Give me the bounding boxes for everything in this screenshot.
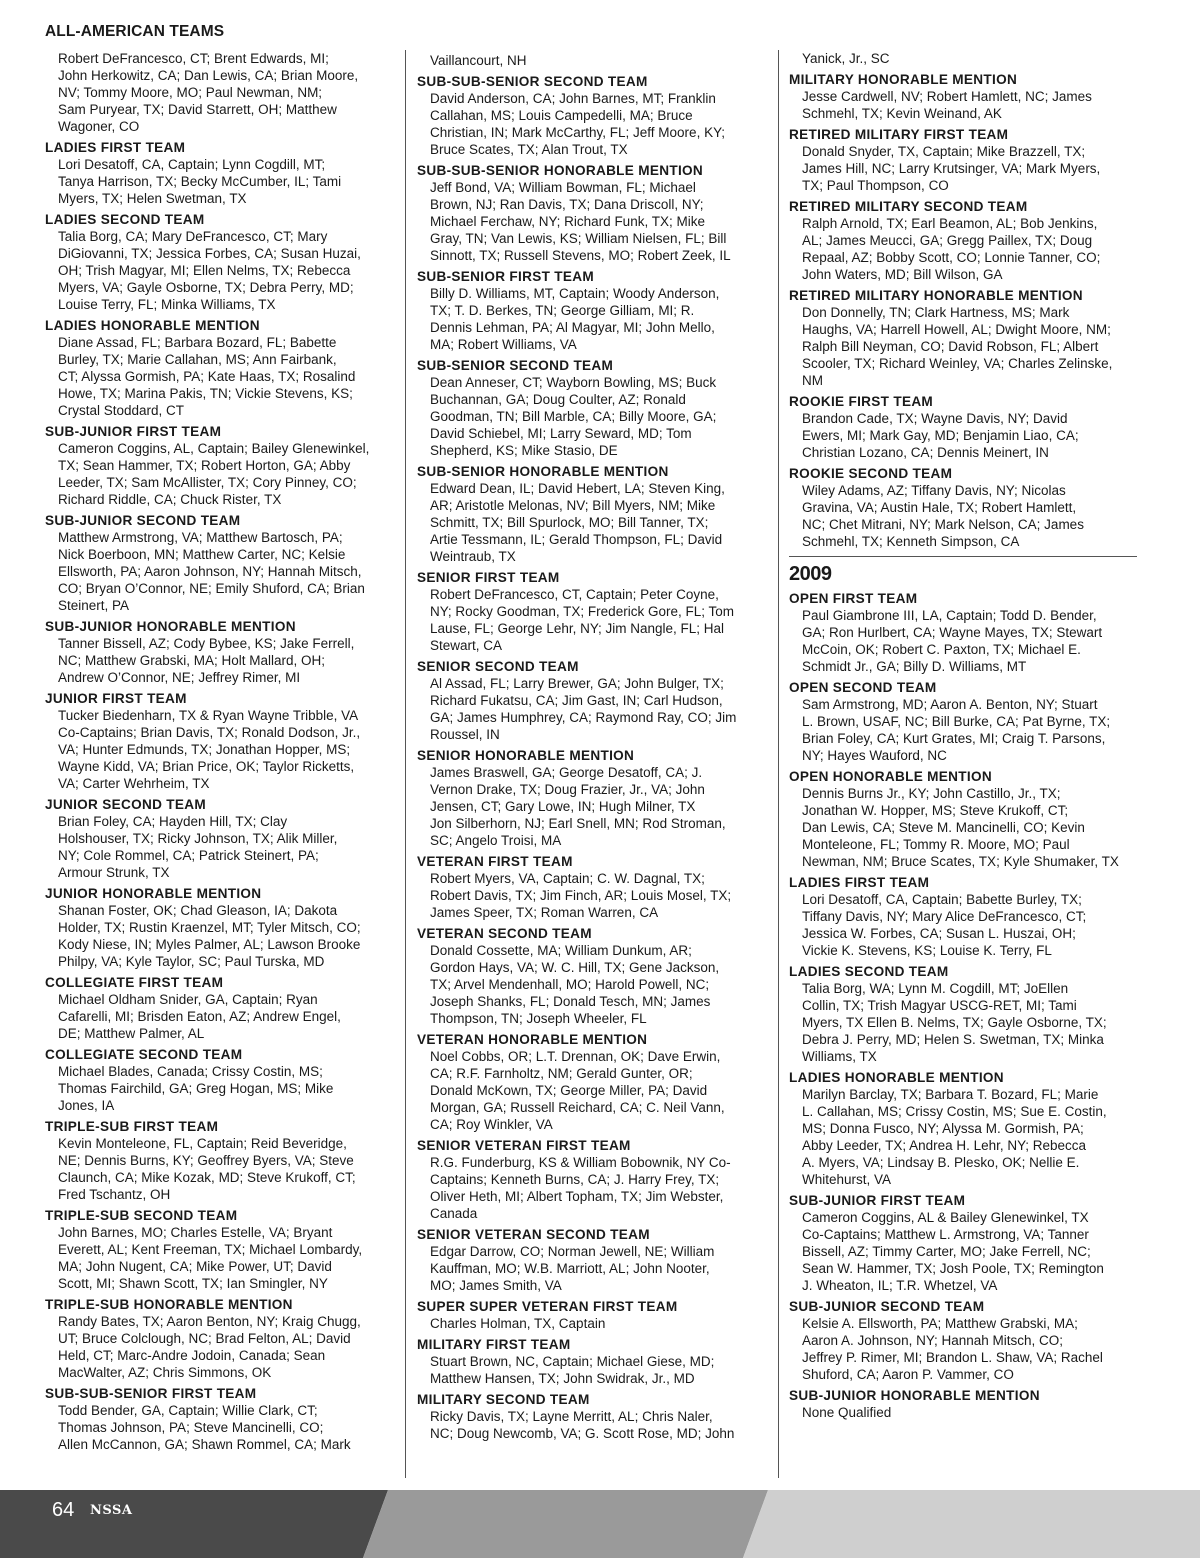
section-names: Tucker Biedenharn, TX & Ryan Wayne Tribble, VA Co-Captains; Brian Davis, TX; Ronald Dodson, Jr., VA; Hunter Edmunds, TX; Jonathan Hopper, MS; Wayne Kidd, VA; Brian Price, OK; Taylor Ricketts, VA; Carter Wehrheim, TX xyxy=(58,708,361,791)
section-heading: VETERAN FIRST TEAM xyxy=(417,854,573,869)
section-heading: RETIRED MILITARY FIRST TEAM xyxy=(789,127,1009,142)
section-names: Talia Borg, WA; Lynn M. Cogdill, MT; JoEllen Collin, TX; Trish Magyar USCG-RET, MI; Tami Myers, TX Ellen B. Nelms, TX; Gayle Osborne, TX; Debra J. Perry, MD; Helen S. Swetman, TX; Minka Williams, TX xyxy=(802,981,1107,1064)
column-3-top xyxy=(789,50,1139,550)
section-heading: SUB-SENIOR FIRST TEAM xyxy=(417,269,594,284)
section-heading: TRIPLE-SUB SECOND TEAM xyxy=(45,1208,238,1223)
section-names: Robert DeFrancesco, CT, Captain; Peter Coyne, NY; Rocky Goodman, TX; Frederick Gore, FL; Tom Lause, FL; George Lehr, NY; Jim Nangle, FL; Hal Stewart, CA xyxy=(430,587,734,653)
section-names: Edward Dean, IL; David Hebert, LA; Steven King, AR; Aristotle Melonas, NV; Bill Myers, NM; Mike Schmitt, TX; Bill Spurlock, MO; Bill Tanner, TX; Artie Tessmann, IL; Gerald Thompson, FL; David Weintraub, TX xyxy=(430,481,725,564)
section-names: Marilyn Barclay, TX; Barbara T. Bozard, FL; Marie L. Callahan, MS; Crissy Costin, MS; Sue E. Costin, MS; Donna Fusco, NY; Alyssa M. Gormish, PA; Abby Leeder, TX; Andrea H. Lehr, NY; Rebecca A. Myers, VA; Lindsay B. Plesko, OK; Nellie E. Whitehurst, VA xyxy=(802,1087,1107,1187)
section-heading: SUB-SUB-SENIOR FIRST TEAM xyxy=(45,1386,257,1401)
section-heading: LADIES HONORABLE MENTION xyxy=(45,318,260,333)
section-names: Paul Giambrone III, LA, Captain; Todd D. Bender, GA; Ron Hurlbert, CA; Wayne Mayes, TX; Stewart McCoin, OK; Robert C. Paxton, TX; Michael E. Schmidt Jr., GA; Billy D. Williams, MT xyxy=(802,608,1103,674)
section-heading: ROOKIE SECOND TEAM xyxy=(789,466,953,481)
section-names: Lori Desatoff, CA, Captain; Babette Burley, TX; Tiffany Davis, NY; Mary Alice DeFrancesco, CT; Jessica W. Forbes, CA; Susan L. Huszai, OH; Vickie K. Stevens, KS; Louise K. Terry, FL xyxy=(802,892,1087,958)
footer-band-mid xyxy=(363,1490,768,1558)
section-heading: TRIPLE-SUB FIRST TEAM xyxy=(45,1119,219,1134)
section-heading: SUB-JUNIOR HONORABLE MENTION xyxy=(45,619,296,634)
section-names: Michael Blades, Canada; Crissy Costin, MS; Thomas Fairchild, GA; Greg Hogan, MS; Mike Jones, IA xyxy=(58,1064,334,1113)
section-heading: LADIES SECOND TEAM xyxy=(45,212,205,227)
section-heading: ROOKIE FIRST TEAM xyxy=(789,394,934,409)
section-names: David Anderson, CA; John Barnes, MT; Franklin Callahan, MS; Louis Campedelli, MA; Bruce Christian, IN; Mark McCarthy, FL; Jeff Moore, KY; Bruce Scates, TX; Alan Trout, TX xyxy=(430,91,725,157)
section-names: Robert DeFrancesco, CT; Brent Edwards, MI; John Herkowitz, CA; Dan Lewis, CA; Brian Moore, NV; Tommy Moore, MO; Paul Newman, NM; Sam Puryear, TX; David Starrett, OH; Matthew Wagoner, CO xyxy=(58,51,359,134)
section-names: Donald Snyder, TX, Captain; Mike Brazzell, TX; James Hill, NC; Larry Krutsinger, VA; Mark Myers, TX; Paul Thompson, CO xyxy=(802,144,1101,193)
section-names: Stuart Brown, NC, Captain; Michael Giese, MD; Matthew Hansen, TX; John Swidrak, Jr., MD xyxy=(430,1354,715,1386)
section-heading: COLLEGIATE FIRST TEAM xyxy=(45,975,224,990)
section-heading: SUB-JUNIOR HONORABLE MENTION xyxy=(789,1388,1040,1403)
section-names: John Barnes, MO; Charles Estelle, VA; Bryant Everett, AL; Kent Freeman, TX; Michael Lombardy, MA; John Nugent, CA; Mike Power, UT; David Scott, MI; Shawn Scott, TX; Ian Smingler, NY xyxy=(58,1225,363,1291)
section-names: Robert Myers, VA, Captain; C. W. Dagnal, TX; Robert Davis, TX; Jim Finch, AR; Louis Mosel, TX; James Speer, TX; Roman Warren, CA xyxy=(430,871,732,920)
section-heading: VETERAN HONORABLE MENTION xyxy=(417,1032,648,1047)
section-names: Kelsie A. Ellsworth, PA; Matthew Grabski, MA; Aaron A. Johnson, NY; Hannah Mitsch, CO; Jeffrey P. Rimer, MI; Brandon L. Shaw, VA; Rachel Shuford, CA; Aaron P. Vammer, CO xyxy=(802,1316,1103,1382)
section-names: Don Donnelly, TN; Clark Hartness, MS; Mark Haughs, VA; Harrell Howell, AL; Dwight Moore, NM; Ralph Bill Neyman, CO; David Robson, FL; Albert Scooler, TX; Richard Weinley, VA; Charles Zelinske, NM xyxy=(802,305,1113,388)
section-names: Ralph Arnold, TX; Earl Beamon, AL; Bob Jenkins, AL; James Meucci, GA; Gregg Paillex, TX; Doug Repaal, AZ; Bobby Scott, CO; Lonnie Tanner, CO; John Waters, MD; Bill Wilson, GA xyxy=(802,216,1101,282)
section-names: James Braswell, GA; George Desatoff, CA; J. Vernon Drake, TX; Doug Frazier, Jr., VA; John Jensen, CT; Gary Lowe, IN; Hugh Milner, TX Jon Silberhorn, NJ; Earl Snell, MN; Rod Stroman, SC; Angelo Troisi, MA xyxy=(430,765,726,848)
column-1 xyxy=(45,50,395,1457)
nssa-logo: NSSA xyxy=(90,1503,133,1518)
section-heading: JUNIOR SECOND TEAM xyxy=(45,797,206,812)
section-heading: SUB-JUNIOR SECOND TEAM xyxy=(45,513,241,528)
section-heading: OPEN SECOND TEAM xyxy=(789,680,937,695)
column-3-bottom xyxy=(789,590,1139,1421)
section-heading: SENIOR VETERAN FIRST TEAM xyxy=(417,1138,631,1153)
year-heading: 2009 xyxy=(789,563,832,585)
section-names: Charles Holman, TX, Captain xyxy=(430,1316,606,1331)
section-heading: SUB-SUB-SENIOR HONORABLE MENTION xyxy=(417,163,704,178)
section-heading: SUB-SENIOR SECOND TEAM xyxy=(417,358,614,373)
section-heading: SUB-SENIOR HONORABLE MENTION xyxy=(417,464,669,479)
section-heading: OPEN HONORABLE MENTION xyxy=(789,769,992,784)
section-heading: SENIOR HONORABLE MENTION xyxy=(417,748,635,763)
section-heading: SENIOR VETERAN SECOND TEAM xyxy=(417,1227,650,1242)
section-names: Noel Cobbs, OR; L.T. Drennan, OK; Dave Erwin, CA; R.F. Farnholtz, NM; Gerald Gunter, OR; Donald McKown, TX; George Miller, PA; David Morgan, GA; Russell Reichard, CA; C. Neil Vann, CA; Roy Winkler, VA xyxy=(430,1049,725,1132)
section-names: Todd Bender, GA, Captain; Willie Clark, CT; Thomas Johnson, PA; Steve Mancinelli, CO; Allen McCannon, GA; Shawn Rommel, CA; Mark xyxy=(58,1403,351,1452)
section-names: Tanner Bissell, AZ; Cody Bybee, KS; Jake Ferrell, NC; Matthew Grabski, MA; Holt Mallard, OH; Andrew O’Connor, NE; Jeffrey Rimer, MI xyxy=(58,636,355,685)
section-heading: RETIRED MILITARY SECOND TEAM xyxy=(789,199,1028,214)
section-heading: MILITARY SECOND TEAM xyxy=(417,1392,590,1407)
section-names: Donald Cossette, MA; William Dunkum, AR; Gordon Hays, VA; W. C. Hill, TX; Gene Jackson, TX; Arvel Mendenhall, MO; Harold Powell, NC; Joseph Shanks, FL; Donald Tesch, MN; James Thompson, TN; Joseph Wheeler, FL xyxy=(430,943,720,1026)
section-names: Michael Oldham Snider, GA, Captain; Ryan Cafarelli, MI; Brisden Eaton, AZ; Andrew Engel, DE; Matthew Palmer, AL xyxy=(58,992,341,1041)
footer-band-light xyxy=(743,1490,1200,1558)
section-names: Kevin Monteleone, FL, Captain; Reid Beveridge, NE; Dennis Burns, KY; Geoffrey Byers, VA; Steve Claunch, CA; Mike Kozak, MD; Steve Krukoff, CT; Fred Tschantz, OH xyxy=(58,1136,356,1202)
section-names: Vaillancourt, NH xyxy=(430,53,527,68)
section-heading: SUB-JUNIOR SECOND TEAM xyxy=(789,1299,985,1314)
section-names: Cameron Coggins, AL & Bailey Glenewinkel, TX Co-Captains; Matthew L. Armstrong, VA; Tanner Bissell, AZ; Timmy Carter, MO; Jake Ferrell, NC; Sean W. Hammer, TX; Josh Poole, TX; Remington J. Wheaton, IL; T.R. Whetzel, VA xyxy=(802,1210,1104,1293)
section-heading: LADIES FIRST TEAM xyxy=(789,875,930,890)
column-divider xyxy=(405,50,406,1478)
section-heading: JUNIOR FIRST TEAM xyxy=(45,691,187,706)
section-names: Brian Foley, CA; Hayden Hill, TX; Clay Holshouser, TX; Ricky Johnson, TX; Alik Miller, NY; Cole Rommel, CA; Patrick Steinert, PA; Armour Strunk, TX xyxy=(58,814,338,880)
section-names: None Qualified xyxy=(802,1405,892,1420)
section-heading: VETERAN SECOND TEAM xyxy=(417,926,592,941)
section-heading: SUPER SUPER VETERAN FIRST TEAM xyxy=(417,1299,678,1314)
section-heading: OPEN FIRST TEAM xyxy=(789,591,918,606)
section-heading: SENIOR FIRST TEAM xyxy=(417,570,560,585)
column-2 xyxy=(417,52,769,1446)
section-heading: COLLEGIATE SECOND TEAM xyxy=(45,1047,243,1062)
section-names: Randy Bates, TX; Aaron Benton, NY; Kraig Chugg, UT; Bruce Colclough, NC; Brad Felton, AL; David Held, CT; Marc-Andre Jodoin, Canada; Sean MacWalter, AZ; Chris Simmons, OK xyxy=(58,1314,361,1380)
section-names: Lori Desatoff, CA, Captain; Lynn Cogdill, MT; Tanya Harrison, TX; Becky McCumber, IL; Tami Myers, TX; Helen Swetman, TX xyxy=(58,157,342,206)
section-heading: MILITARY FIRST TEAM xyxy=(417,1337,571,1352)
section-names: Matthew Armstrong, VA; Matthew Bartosch, PA; Nick Boerboon, MN; Matthew Carter, NC; Kelsie Ellsworth, PA; Aaron Johnson, NY; Hannah Mitsch, CO; Bryan O’Connor, NE; Emily Shuford, CA; Brian Steinert, PA xyxy=(58,530,365,613)
section-names: R.G. Funderburg, KS & William Bobownik, NY Co- Captains; Kenneth Burns, CA; J. Harry Frey, TX; Oliver Heth, MI; Albert Topham, TX; Jim Webster, Canada xyxy=(430,1155,731,1221)
section-names: Cameron Coggins, AL, Captain; Bailey Glenewinkel, TX; Sean Hammer, TX; Robert Horton, GA; Abby Leeder, TX; Sam McAllister, TX; Cory Pinney, CO; Richard Riddle, CA; Chuck Rister, TX xyxy=(58,441,370,507)
section-names: Shanan Foster, OK; Chad Gleason, IA; Dakota Holder, TX; Rustin Kraenzel, MT; Tyler Mitsch, CO; Kody Niese, IN; Myles Palmer, AL; Lawson Brooke Philpy, VA; Kyle Taylor, SC; Paul Turska, MD xyxy=(58,903,361,969)
section-names: Diane Assad, FL; Barbara Bozard, FL; Babette Burley, TX; Marie Callahan, MS; Ann Fairbank, CT; Alyssa Gormish, PA; Kate Haas, TX; Rosalind Howe, TX; Marina Pakis, TN; Vickie Stevens, KS; Crystal Stoddard, CT xyxy=(58,335,356,418)
section-names: Edgar Darrow, CO; Norman Jewell, NE; William Kauffman, MO; W.B. Marriott, AL; John Nooter, MO; James Smith, VA xyxy=(430,1244,715,1293)
section-heading: TRIPLE-SUB HONORABLE MENTION xyxy=(45,1297,293,1312)
section-names: Jeff Bond, VA; William Bowman, FL; Michael Brown, NJ; Ran Davis, TX; Dana Driscoll, NY; Michael Ferchaw, NY; Richard Funk, TX; Mike Gray, TN; Van Lewis, KS; William Nielsen, FL; Bill Sinnott, TX; Russell Stevens, MO; Robert Zeek, IL xyxy=(430,180,731,263)
section-names: Dennis Burns Jr., KY; John Castillo, Jr., TX; Jonathan W. Hopper, MS; Steve Krukoff, CT; Dan Lewis, CA; Steve M. Mancinelli, CO; Kevin Monteleone, FL; Tommy R. Moore, MO; Paul Newman, NM; Bruce Scates, TX; Kyle Shumaker, TX xyxy=(802,786,1119,869)
section-names: Sam Armstrong, MD; Aaron A. Benton, NY; Stuart L. Brown, USAF, NC; Bill Burke, CA; Pat Byrne, TX; Brian Foley, CA; Kurt Grates, MI; Craig T. Parsons, NY; Hayes Wauford, NC xyxy=(802,697,1111,763)
section-names: Wiley Adams, AZ; Tiffany Davis, NY; Nicolas Gravina, VA; Austin Hale, TX; Robert Hamlett, NC; Chet Mitrani, NY; Mark Nelson, CA; James Schmehl, TX; Kenneth Simpson, CA xyxy=(802,483,1084,549)
section-names: Billy D. Williams, MT, Captain; Woody Anderson, TX; T. D. Berkes, TN; George Gilliam, MI; R. Dennis Lehman, PA; Al Magyar, MI; John Mello, MA; Robert Williams, VA xyxy=(430,286,720,352)
section-heading: LADIES FIRST TEAM xyxy=(45,140,186,155)
section-heading: MILITARY HONORABLE MENTION xyxy=(789,72,1018,87)
section-heading: SUB-JUNIOR FIRST TEAM xyxy=(45,424,222,439)
section-heading: SUB-SUB-SENIOR SECOND TEAM xyxy=(417,74,648,89)
section-names: Yanick, Jr., SC xyxy=(802,51,890,66)
section-names: Talia Borg, CA; Mary DeFrancesco, CT; Mary DiGiovanni, TX; Jessica Forbes, CA; Susan Huzai, OH; Trish Magyar, MI; Ellen Nelms, TX; Rebecca Myers, VA; Gayle Osborne, TX; Debra Perry, MD; Louise Terry, FL; Minka Williams, TX xyxy=(58,229,361,312)
column-divider xyxy=(778,50,779,1478)
section-heading: SUB-JUNIOR FIRST TEAM xyxy=(789,1193,966,1208)
section-heading: JUNIOR HONORABLE MENTION xyxy=(45,886,262,901)
section-heading: SENIOR SECOND TEAM xyxy=(417,659,579,674)
section-names: Jesse Cardwell, NV; Robert Hamlett, NC; James Schmehl, TX; Kevin Weinand, AK xyxy=(802,89,1092,121)
column-3 xyxy=(789,50,1139,1425)
section-names: Ricky Davis, TX; Layne Merritt, AL; Chris Naler, NC; Doug Newcomb, VA; G. Scott Rose, MD; John xyxy=(430,1409,735,1441)
section-heading: LADIES SECOND TEAM xyxy=(789,964,949,979)
footer-band xyxy=(0,1490,1200,1558)
year-divider xyxy=(789,556,1137,557)
section-names: Al Assad, FL; Larry Brewer, GA; John Bulger, TX; Richard Fukatsu, CA; Jim Gast, IN; Carl Hudson, GA; James Humphrey, CA; Raymond Ray, CO; Jim Roussel, IN xyxy=(430,676,737,742)
section-heading: LADIES HONORABLE MENTION xyxy=(789,1070,1004,1085)
section-heading: RETIRED MILITARY HONORABLE MENTION xyxy=(789,288,1083,303)
page-number: 64 xyxy=(52,1499,75,1521)
page-title: ALL-AMERICAN TEAMS xyxy=(45,23,225,40)
section-names: Dean Anneser, CT; Wayborn Bowling, MS; Buck Buchannan, GA; Doug Coulter, AZ; Ronald Goodman, TN; Bill Marble, CA; Billy Moore, GA; David Schiebel, MI; Larry Seward, MD; Tom Shepherd, KS; Mike Stasio, DE xyxy=(430,375,717,458)
section-names: Brandon Cade, TX; Wayne Davis, NY; David Ewers, MI; Mark Gay, MD; Benjamin Liao, CA; Christian Lozano, CA; Dennis Meinert, IN xyxy=(802,411,1079,460)
